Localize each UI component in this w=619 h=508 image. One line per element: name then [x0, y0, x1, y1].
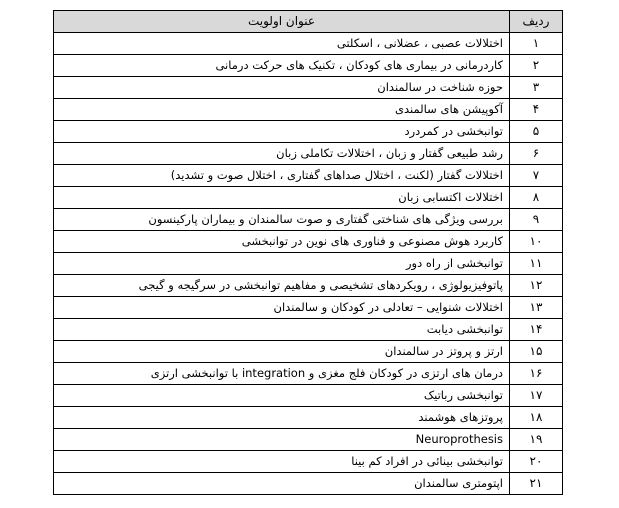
- row-title: اختلالات شنوایی – تعادلی در کودکان و سالمندان: [54, 297, 510, 319]
- priority-table-container: [53, 10, 562, 495]
- table-row: [54, 297, 563, 319]
- priority-table: [53, 10, 563, 495]
- row-number: ۱۹: [510, 429, 563, 451]
- row-title: توانبخشی از راه دور: [54, 253, 510, 275]
- row-title: رشد طبیعی گفتار و زبان ، اختلالات تکاملی زبان: [54, 143, 510, 165]
- row-title: بررسی ویژگی های شناختی گفتاری و صوت سالمندان و بیماران پارکینسون: [54, 209, 510, 231]
- table-row: [54, 33, 563, 55]
- row-number: ۶: [510, 143, 563, 165]
- row-number: ۲: [510, 55, 563, 77]
- row-number: ۸: [510, 187, 563, 209]
- header-row-number: ردیف: [510, 11, 563, 33]
- row-title: توانبخشی در کمردرد: [54, 121, 510, 143]
- row-number: ۱۳: [510, 297, 563, 319]
- table-header-row: [54, 11, 563, 33]
- row-title: کاربرد هوش مصنوعی و فناوری های نوین در توانبخشی: [54, 231, 510, 253]
- table-row: [54, 385, 563, 407]
- row-title: اختلالات عصبی ، عضلانی ، اسکلتی: [54, 33, 510, 55]
- table-row: [54, 473, 563, 495]
- row-title: ارتز و پروتز در سالمندان: [54, 341, 510, 363]
- row-title: Neuroprothesis: [54, 429, 510, 451]
- row-number: ۱۴: [510, 319, 563, 341]
- row-number: ۱۱: [510, 253, 563, 275]
- row-title: پاتوفیزیولوژی ، رویکردهای تشخیصی و مفاهیم توانبخشی در سرگیجه و گیجی: [54, 275, 510, 297]
- table-row: [54, 187, 563, 209]
- table-row: [54, 319, 563, 341]
- row-title: اختلالات اکتسابی زبان: [54, 187, 510, 209]
- row-title: توانبخشی رباتیک: [54, 385, 510, 407]
- row-number: ۷: [510, 165, 563, 187]
- row-number: ۲۱: [510, 473, 563, 495]
- table-row: [54, 231, 563, 253]
- table-row: [54, 451, 563, 473]
- table-row: [54, 99, 563, 121]
- row-title: توانبخشی دیابت: [54, 319, 510, 341]
- table-row: [54, 363, 563, 385]
- table-row: [54, 143, 563, 165]
- row-title: آکوپیشن های سالمندی: [54, 99, 510, 121]
- row-title: درمان های ارتزی در کودکان فلج مغزی و integration با توانبخشی ارتزی: [54, 363, 510, 385]
- table-row: [54, 275, 563, 297]
- row-title: توانبخشی بینائی در افراد کم بینا: [54, 451, 510, 473]
- row-title: کاردرمانی در بیماری های کودکان ، تکنیک های حرکت درمانی: [54, 55, 510, 77]
- row-number: ۴: [510, 99, 563, 121]
- row-title: اپتومتری سالمندان: [54, 473, 510, 495]
- row-number: ۲۰: [510, 451, 563, 473]
- row-number: ۱۶: [510, 363, 563, 385]
- row-number: ۳: [510, 77, 563, 99]
- table-row: [54, 55, 563, 77]
- row-number: ۵: [510, 121, 563, 143]
- table-row: [54, 165, 563, 187]
- row-number: ۱۰: [510, 231, 563, 253]
- row-title: پروتزهای هوشمند: [54, 407, 510, 429]
- table-row: [54, 253, 563, 275]
- row-title: اختلالات گفتار (لکنت ، اختلال صداهای گفتاری ، اختلال صوت و تشدید): [54, 165, 510, 187]
- header-title: عنوان اولویت: [54, 11, 510, 33]
- table-row: [54, 77, 563, 99]
- row-number: ۱: [510, 33, 563, 55]
- row-number: ۱۷: [510, 385, 563, 407]
- row-number: ۱۲: [510, 275, 563, 297]
- table-row: [54, 121, 563, 143]
- table-row: [54, 341, 563, 363]
- row-title: حوزه شناخت در سالمندان: [54, 77, 510, 99]
- table-row: [54, 429, 563, 451]
- row-number: ۹: [510, 209, 563, 231]
- row-number: ۱۸: [510, 407, 563, 429]
- table-row: [54, 209, 563, 231]
- row-number: ۱۵: [510, 341, 563, 363]
- table-row: [54, 407, 563, 429]
